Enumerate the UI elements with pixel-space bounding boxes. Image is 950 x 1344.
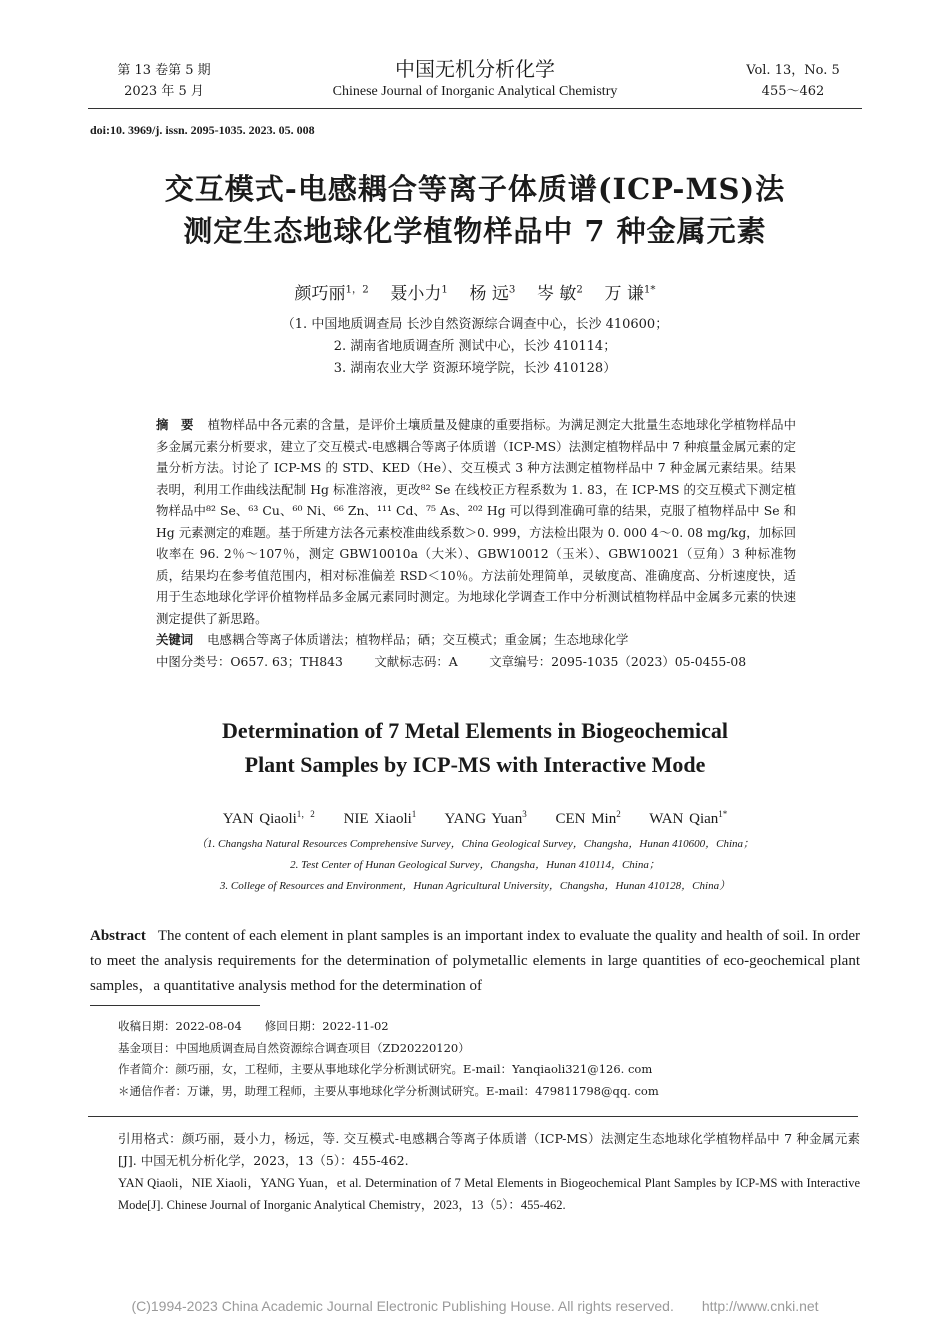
author-cn: 岑 敏$^2$ — [536, 284, 583, 304]
author-en: CEN Min$^2$ — [555, 809, 621, 827]
affiliation-en: 2. Test Center of Hunan Geological Survey，Changsha，Hunan 410114，China； — [290, 859, 660, 871]
authors-en — [90, 808, 860, 830]
citation-en: YAN Qiaoli，NIE Xiaoli，YANG Yuan，et al. Determination of 7 Metal Elements in Biogeochemical Plant Samples by ICP-MS with Interactive Mode[J]. Chinese Journal of Inorganic Analytical Chemistry，2023，13（5）：455-462. — [118, 1176, 860, 1212]
footnote-author-bio: 作者简介：颜巧丽，女，工程师，主要从事地球化学分析测试研究。E-mail：Yanqiaoli321@126. com — [118, 1062, 653, 1076]
abstract-cn-label: 摘 要 — [156, 417, 194, 432]
title-en — [90, 714, 860, 782]
author-cn: 万 谦$^{1*}$ — [604, 284, 656, 304]
abstract-cn — [156, 414, 796, 672]
title-cn — [90, 168, 860, 252]
footnote-corresponding: ＊通信作者：万谦，男，助理工程师，主要从事地球化学分析测试研究。E-mail：479811798@qq. com — [118, 1083, 659, 1098]
abstract-en-label: Abstract — [90, 928, 146, 944]
author-cn: 聂小力$^1$ — [390, 284, 448, 304]
title-en-line2: Plant Samples by ICP-MS with Interactive Mode — [244, 752, 706, 777]
title-en-line1: Determination of 7 Metal Elements in Biogeochemical — [222, 718, 728, 743]
header-volume-block — [730, 60, 856, 102]
journal-name-cn: 中国无机分析化学 — [395, 57, 555, 81]
footnotes — [118, 1016, 858, 1102]
header-date-cn: 2023 年 5 月 — [124, 84, 204, 99]
author-cn: 杨 远$^3$ — [469, 284, 516, 304]
keywords-cn — [156, 629, 796, 651]
abstract-cn-text: 植物样品中各元素的含量，是评价土壤质量及健康的重要指标。为满足测定大批量生态地球化学植物样品中多金属元素分析要求，建立了交互模式-电感耦合等离子体质谱（ICP-MS）法测定植物样品中 7 种痕量金属元素的定量分析方法。讨论了 ICP-MS 的 STD、KED（He）、交互模式 3 种方法测定植物样品中 7 种金属元素结果。结果表明，利用工作曲线法配制 Hg 标准溶液，更改⁸² Se 在线校正方程系数为 1. 83，在 ICP-MS 的交互模式下测定植物样品中⁸² Se、⁶³ Cu、⁶⁰ Ni、⁶⁶ Zn、¹¹¹ Cd、⁷⁵ As、²⁰² Hg 可以得到准确可靠的结果，克服了植物样品中 Se 和 Hg 元素测定的难题。基于所建方法各元素校准曲线系数＞0. 999，方法检出限为 0. 000 4～0. 08 mg/kg，加标回收率在 96. 2％～107％，测定 GBW10010a（大米）、GBW10012（玉米）、GBW10021（豆角）3 种标准物质，结果均在参考值范围内，相对标准偏差 RSD＜10％。方法前处理简单，灵敏度高、准确度高、分析速度快，适用于生态地球化学评价植物样品多金属元素同时测定。为地球化学调查工作中分析测试植物样品中金属多元素的快速测定提供了新思路。 — [156, 417, 797, 626]
classification-line — [156, 651, 796, 673]
footnote-dates: 收稿日期：2022-08-04 修回日期：2022-11-02 — [118, 1019, 389, 1033]
footnote-funding: 基金项目：中国地质调查局自然资源综合调查项目（ZD20220120） — [118, 1040, 470, 1055]
abstract-en-text: The content of each element in plant samples is an important index to evaluate the quality and health of soil. In order to meet the analysis requirements for the determination of polymetallic elements in large quantities of eco-geochemical plant samples，a quantitative analysis method for the determination of — [90, 928, 860, 994]
abstract-cn-body — [156, 414, 796, 629]
header-volume-en: Vol. 13，No. 5 — [746, 63, 840, 78]
author-cn: 颜巧丽$^{1,2}$ — [294, 284, 369, 304]
affiliations-cn — [90, 314, 860, 380]
affiliation-cn: 2. 湖南省地质调查所 测试中心，长沙 410114； — [333, 339, 617, 354]
clc-number: 中图分类号：O657. 63；TH843 — [156, 653, 343, 669]
citation-divider — [88, 1116, 858, 1117]
header-divider — [88, 108, 862, 109]
doc-code: 文献标志码：A — [374, 653, 458, 669]
header-issue-block — [104, 60, 224, 102]
citation-cn: 引用格式：颜巧丽，聂小力，杨远，等. 交互模式-电感耦合等离子体质谱（ICP-MS）法测定生态地球化学植物样品中 7 种金属元素[J]. 中国无机分析化学，2023，13（5）：455-462. — [118, 1131, 860, 1168]
copyright-notice: (C)1994-2023 China Academic Journal Electronic Publishing House. All rights reserved. http://www.cnki.net — [131, 1298, 819, 1314]
affiliation-cn: 3. 湖南农业大学 资源环境学院，长沙 410128） — [333, 361, 617, 376]
abstract-en — [90, 924, 860, 999]
affiliations-en — [90, 834, 860, 897]
header-journal-block — [270, 56, 680, 102]
footnote-divider — [90, 1005, 260, 1006]
header-pages: 455～462 — [761, 84, 825, 99]
title-cn-line1: 交互模式-电感耦合等离子体质谱(ICP-MS)法 — [164, 172, 786, 206]
citation — [118, 1128, 860, 1216]
author-en: YAN Qiaoli$^{1,2}$ — [222, 809, 315, 827]
article-number: 文章编号：2095-1035（2023）05-0455-08 — [489, 653, 747, 669]
keywords-text: 电感耦合等离子体质谱法；植物样品；硒；交互模式；重金属；生态地球化学 — [207, 632, 629, 647]
affiliation-en: （1. Changsha Natural Resources Comprehensive Survey，China Geological Survey，Changsha，Hunan 410600，China； — [196, 838, 754, 850]
author-en: WAN Qian$^{1*}$ — [649, 809, 728, 827]
header-issue-cn: 第 13 卷第 5 期 — [117, 63, 211, 78]
affiliation-en: 3. College of Resources and Environment，Hunan Agricultural University，Changsha，Hunan 410128，China） — [219, 880, 731, 892]
journal-name-en: Chinese Journal of Inorganic Analytical Chemistry — [332, 84, 618, 99]
author-en: NIE Xiaoli$^1$ — [343, 809, 417, 827]
author-en: YANG Yuan$^3$ — [444, 809, 527, 827]
authors-cn — [90, 282, 860, 306]
keywords-label: 关键词 — [156, 632, 194, 647]
affiliation-cn: （1. 中国地质调查局 长沙自然资源综合调查中心，长沙 410600； — [281, 317, 669, 332]
doi: doi:10. 3969/j. issn. 2095-1035. 2023. 05. 008 — [90, 123, 315, 137]
title-cn-line2: 测定生态地球化学植物样品中 7 种金属元素 — [183, 214, 767, 248]
